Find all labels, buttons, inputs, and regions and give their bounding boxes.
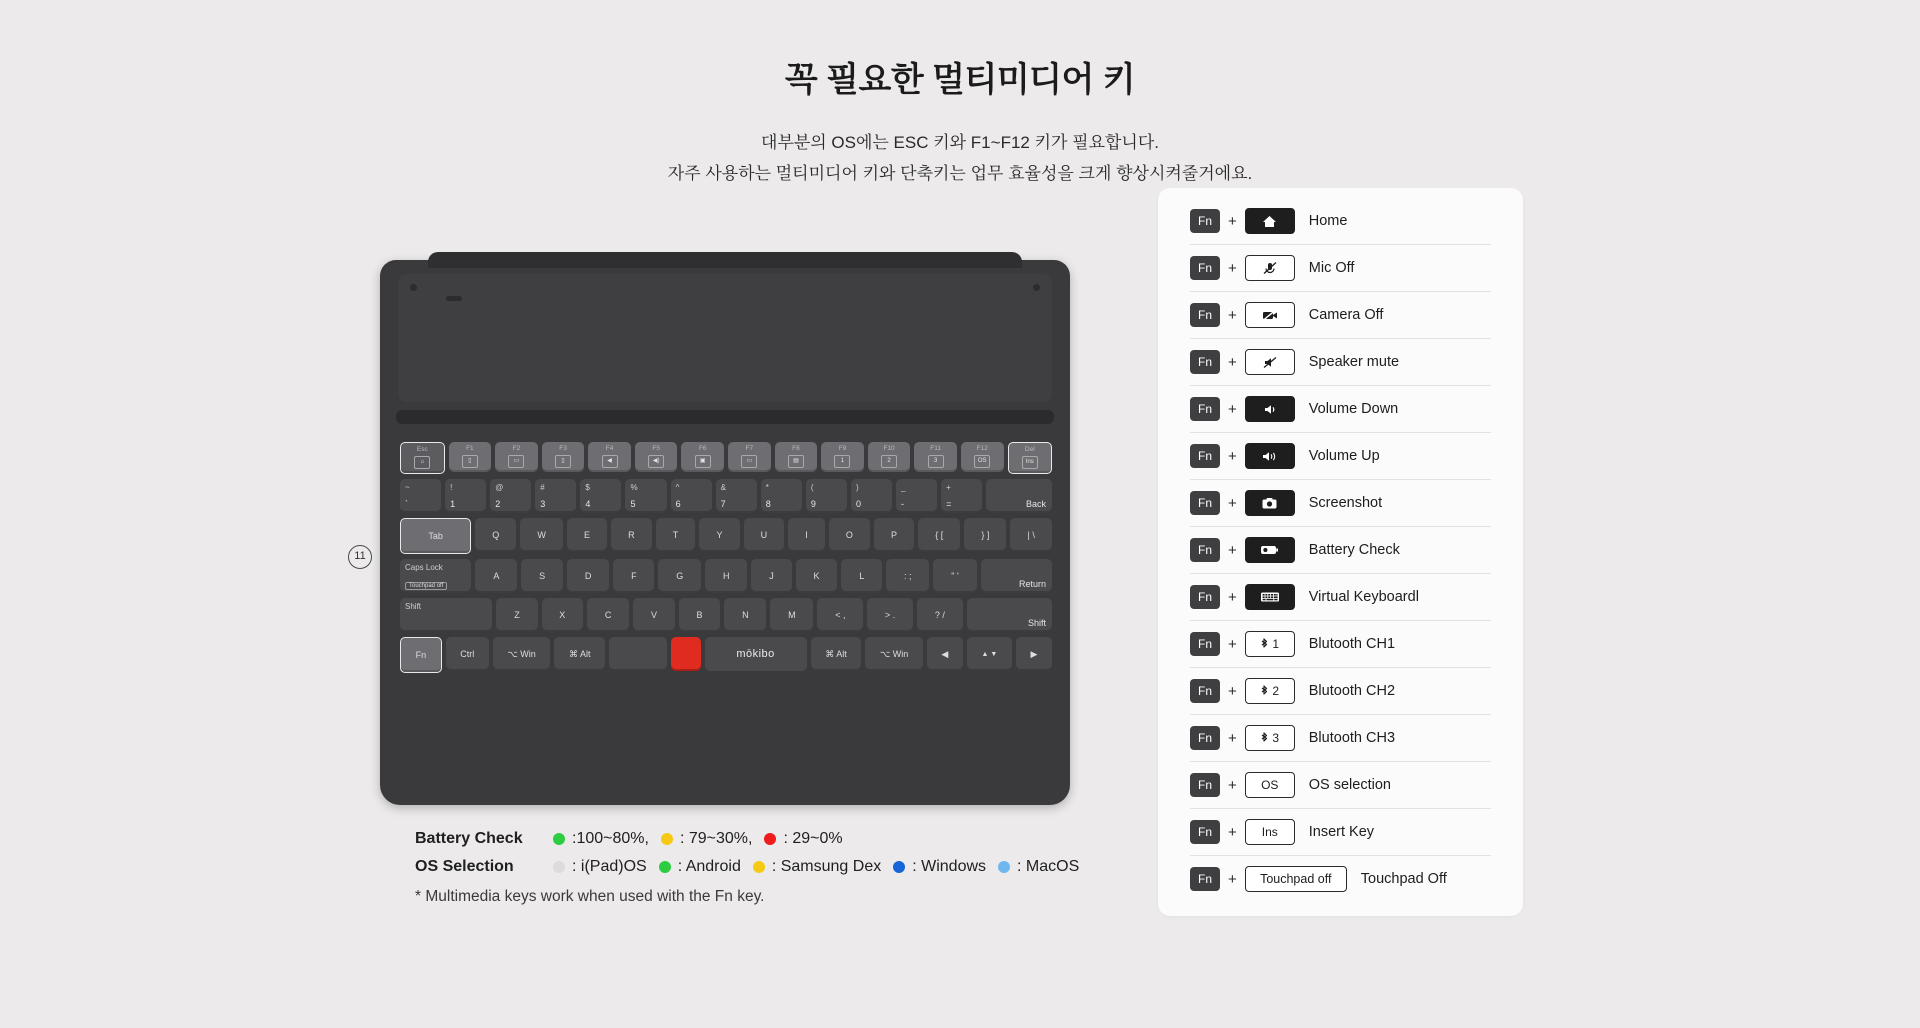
shortcut-label: Blutooth CH1: [1308, 636, 1396, 652]
key-x[interactable]: X: [542, 598, 584, 632]
battery-yellow-text: : 79~30%,: [679, 830, 753, 847]
os-lightblue-dot: [998, 861, 1010, 873]
fn-key-badge: Fn: [1190, 303, 1220, 327]
plus-sign: +: [1228, 776, 1237, 794]
key-shift-left[interactable]: Shift: [400, 598, 492, 632]
key-9[interactable]: ( 9: [806, 479, 847, 513]
plus-sign: +: [1228, 400, 1237, 418]
key-f3[interactable]: F3 ▯: [542, 442, 585, 472]
key-row-function: [400, 442, 1052, 474]
os-windows-text: : Windows: [912, 858, 987, 875]
key-backtick[interactable]: ~ `: [400, 479, 441, 513]
camera-off-icon: ▭: [508, 455, 524, 468]
key-f2[interactable]: F2 ▭: [495, 442, 538, 472]
plus-sign: +: [1228, 729, 1237, 747]
key-w[interactable]: W: [520, 518, 563, 552]
key-bracket-left[interactable]: { [: [918, 518, 960, 552]
shortcut-label: Touchpad Off: [1360, 871, 1447, 887]
virtual-keyboard-icon: [1245, 584, 1295, 610]
key-caps-lock[interactable]: Caps Lock Touchpad off: [400, 559, 471, 593]
screenshot-icon: [1245, 490, 1295, 516]
shortcut-row-virtual-keyboard[interactable]: [1190, 574, 1491, 621]
keyboard-illustration: [354, 260, 1100, 805]
keyboard-body: [380, 260, 1070, 805]
key-h[interactable]: H: [705, 559, 747, 593]
os-dex-text: : Samsung Dex: [771, 858, 882, 875]
plus-sign: +: [1228, 682, 1237, 700]
key-k[interactable]: K: [796, 559, 838, 593]
os-android-text: : Android: [677, 858, 741, 875]
key-d[interactable]: D: [567, 559, 609, 593]
volume-up-icon: [1245, 443, 1295, 469]
fn-key-badge: Fn: [1190, 820, 1220, 844]
shortcut-label: Insert Key: [1308, 824, 1375, 840]
battery-yellow-dot: [661, 833, 673, 845]
key-j[interactable]: J: [751, 559, 791, 593]
brand-logo: mōkibo: [705, 637, 807, 671]
key-g[interactable]: G: [658, 559, 701, 593]
plus-sign: +: [1228, 635, 1237, 653]
shortcut-panel: [1158, 188, 1523, 916]
os-green-dot: [659, 861, 671, 873]
fn-key-badge: Fn: [1190, 209, 1220, 233]
battery-red-text: : 29~0%: [783, 830, 843, 847]
battery-icon: [1245, 537, 1295, 563]
shortcut-row-mic-off[interactable]: [1190, 245, 1491, 292]
shortcut-label: Blutooth CH3: [1308, 730, 1396, 746]
key-0[interactable]: ) 0: [851, 479, 892, 513]
battery-green-text: :100~80%,: [572, 830, 649, 847]
key-semicolon[interactable]: : ;: [886, 559, 929, 593]
key-win-left[interactable]: ⌥ Win: [493, 637, 551, 671]
caps-touchpad-off-indicator: Touchpad off: [405, 582, 447, 590]
key-u[interactable]: U: [744, 518, 785, 552]
bluetooth-ch1-icon: 1: [834, 455, 850, 468]
shortcut-label: Screenshot: [1308, 495, 1383, 511]
fn-key-badge: Fn: [1190, 679, 1220, 703]
key-z[interactable]: Z: [496, 598, 537, 632]
key-r[interactable]: R: [611, 518, 652, 552]
os-white-dot: [553, 861, 565, 873]
key-4[interactable]: $ 4: [580, 479, 621, 513]
key-quote[interactable]: " ': [933, 559, 976, 593]
subtitle-line-2: 자주 사용하는 멀티미디어 키와 단축키는 업무 효율성을 크게 향상시켜줄거에요.: [667, 164, 1253, 183]
camera-off-icon: [1245, 302, 1295, 328]
os-legend-label: OS Selection: [415, 858, 514, 875]
battery-legend-label: Battery Check: [415, 830, 523, 847]
os-macos-text: : MacOS: [1017, 858, 1080, 875]
shortcut-label: Camera Off: [1308, 307, 1384, 323]
battery-red-dot: [764, 833, 776, 845]
fn-key-badge: Fn: [1190, 444, 1220, 468]
key-o[interactable]: O: [829, 518, 870, 552]
key-row-bottom: [400, 637, 1052, 673]
key-minus[interactable]: _ -: [896, 479, 937, 513]
os-key: OS: [1245, 772, 1295, 798]
key-equals[interactable]: + =: [941, 479, 982, 513]
home-icon: ⌂: [414, 456, 430, 469]
key-f8[interactable]: F8 ▤: [775, 442, 818, 472]
plus-sign: +: [1228, 306, 1237, 324]
shortcut-row-camera-off[interactable]: [1190, 292, 1491, 339]
ins-key: Ins: [1245, 819, 1295, 845]
fn-key-badge: Fn: [1190, 491, 1220, 515]
volume-down-icon: [1245, 396, 1295, 422]
key-f4[interactable]: F4 ◀: [588, 442, 631, 472]
bluetooth-icon: [1245, 631, 1295, 657]
key-m[interactable]: M: [770, 598, 813, 632]
fn-key-badge: Fn: [1190, 632, 1220, 656]
mic-off-icon: ▯: [462, 455, 478, 468]
fn-key-badge: Fn: [1190, 867, 1220, 891]
keyboard-top-lip: [428, 252, 1022, 268]
shortcut-row-os-selection[interactable]: [1190, 762, 1491, 809]
battery-green-dot: [553, 833, 565, 845]
key-return[interactable]: Return: [981, 559, 1052, 593]
cover-corner-dot-right: [1033, 284, 1040, 291]
speaker-mute-icon: ▯: [555, 455, 571, 468]
plus-sign: +: [1228, 494, 1237, 512]
key-t[interactable]: T: [656, 518, 696, 552]
shortcut-row-bluetooth-ch1[interactable]: [1190, 621, 1491, 668]
key-3[interactable]: # 3: [535, 479, 576, 513]
plus-sign: +: [1228, 259, 1237, 277]
key-y[interactable]: Y: [699, 518, 739, 552]
key-e[interactable]: E: [567, 518, 607, 552]
key-f[interactable]: F: [613, 559, 654, 593]
plus-sign: +: [1228, 870, 1237, 888]
key-trackpoint[interactable]: [671, 637, 700, 671]
key-q[interactable]: Q: [475, 518, 516, 552]
fn-key-badge: Fn: [1190, 773, 1220, 797]
bluetooth-ch3-icon: 3: [928, 455, 944, 468]
plus-sign: +: [1228, 447, 1237, 465]
key-6[interactable]: ^ 6: [671, 479, 712, 513]
shortcut-row-volume-down[interactable]: [1190, 386, 1491, 433]
key-shift-right[interactable]: Shift: [967, 598, 1052, 632]
legend-block: [415, 830, 1135, 906]
shortcut-label: Virtual Keyboardl: [1308, 589, 1419, 605]
shortcut-label: Home: [1308, 213, 1348, 229]
shortcut-row-screenshot[interactable]: [1190, 480, 1491, 527]
key-tab[interactable]: Tab: [400, 518, 471, 554]
fn-key-badge: Fn: [1190, 350, 1220, 374]
keyboard-hinge: [396, 410, 1054, 424]
mic-off-icon: [1245, 255, 1295, 281]
shortcut-row-bluetooth-ch2[interactable]: [1190, 668, 1491, 715]
key-slash[interactable]: ? /: [917, 598, 963, 632]
cover-slot: [446, 296, 462, 301]
key-esc[interactable]: Esc ⌂: [400, 442, 445, 474]
page-title: 꼭 필요한 멀티미디어 키: [784, 61, 1136, 99]
key-alt-right[interactable]: ⌘ Alt: [811, 637, 862, 671]
battery-icon: ▭: [741, 455, 757, 468]
key-l[interactable]: L: [841, 559, 882, 593]
channel-number: 1: [1272, 637, 1280, 651]
virtual-keyboard-icon: ▤: [788, 455, 804, 468]
key-7[interactable]: & 7: [716, 479, 757, 513]
bluetooth-icon: [1245, 725, 1295, 751]
os-blue-dot: [893, 861, 905, 873]
key-v[interactable]: V: [633, 598, 675, 632]
plus-sign: +: [1228, 212, 1237, 230]
key-comma[interactable]: < ,: [817, 598, 863, 632]
volume-down-icon: ◀: [602, 455, 618, 468]
shortcut-row-bluetooth-ch3[interactable]: [1190, 715, 1491, 762]
key-backspace[interactable]: Back: [986, 479, 1052, 513]
os-ipados-text: : i(Pad)OS: [572, 858, 647, 875]
callout-11: 11: [348, 545, 372, 569]
shortcut-row-speaker-mute[interactable]: [1190, 339, 1491, 386]
shortcut-label: Speaker mute: [1308, 354, 1400, 370]
os-selection-icon: OS: [974, 455, 990, 468]
legend-footnote: * Multimedia keys work when used with the Fn key.: [415, 888, 765, 905]
key-bracket-right[interactable]: } ]: [964, 518, 1006, 552]
channel-number: 3: [1272, 731, 1280, 745]
key-f1[interactable]: F1 ▯: [449, 442, 492, 472]
key-5[interactable]: % 5: [625, 479, 666, 513]
key-i[interactable]: I: [788, 518, 825, 552]
fn-key-badge: Fn: [1190, 538, 1220, 562]
key-backslash[interactable]: | \: [1010, 518, 1051, 552]
key-f12[interactable]: F12 OS: [961, 442, 1004, 472]
key-2[interactable]: @ 2: [490, 479, 531, 513]
shortcut-label: Battery Check: [1308, 542, 1400, 558]
shortcut-row-touchpad-off[interactable]: [1190, 856, 1491, 902]
key-f9[interactable]: F9 1: [821, 442, 864, 472]
home-icon: [1245, 208, 1295, 234]
key-c[interactable]: C: [587, 598, 629, 632]
plus-sign: +: [1228, 541, 1237, 559]
shortcut-label: Volume Down: [1308, 401, 1399, 417]
key-s[interactable]: S: [521, 559, 563, 593]
key-a[interactable]: A: [475, 559, 517, 593]
key-arrow-left[interactable]: ◀: [927, 637, 963, 671]
shortcut-label: OS selection: [1308, 777, 1391, 793]
shortcut-label: Mic Off: [1308, 260, 1355, 276]
key-n[interactable]: N: [724, 598, 766, 632]
fn-key-badge: Fn: [1190, 726, 1220, 750]
key-f5[interactable]: F5 ◀): [635, 442, 678, 472]
key-1[interactable]: ! 1: [445, 479, 486, 513]
plus-sign: +: [1228, 353, 1237, 371]
insert-icon: Ins: [1022, 456, 1038, 469]
key-fn[interactable]: Fn: [400, 637, 442, 673]
key-8[interactable]: * 8: [761, 479, 802, 513]
key-alt-left[interactable]: ⌘ Alt: [554, 637, 605, 671]
bluetooth-icon: [1245, 678, 1295, 704]
cover-corner-dot-left: [410, 284, 417, 291]
key-period[interactable]: > .: [867, 598, 913, 632]
plus-sign: +: [1228, 588, 1237, 606]
key-row-a: [400, 559, 1052, 593]
channel-number: 2: [1272, 684, 1280, 698]
key-arrow-right[interactable]: ▶: [1016, 637, 1052, 671]
subtitle-line-1: 대부분의 OS에는 ESC 키와 F1~F12 키가 필요합니다.: [761, 133, 1159, 152]
shortcut-row-volume-up[interactable]: [1190, 433, 1491, 480]
key-arrow-up-down[interactable]: ▲ ▼: [967, 637, 1012, 671]
touchpad-off-key: Touchpad off: [1245, 866, 1347, 892]
key-row-z: [400, 598, 1052, 632]
key-row-numbers: [400, 479, 1052, 513]
key-del[interactable]: Del Ins: [1008, 442, 1053, 474]
shortcut-label: Volume Up: [1308, 448, 1380, 464]
key-ctrl[interactable]: Ctrl: [446, 637, 489, 671]
key-p[interactable]: P: [874, 518, 914, 552]
key-b[interactable]: B: [679, 598, 721, 632]
battery-legend-row: [415, 830, 1135, 848]
key-f7[interactable]: F7 ▭: [728, 442, 771, 472]
speaker-mute-icon: [1245, 349, 1295, 375]
shortcut-row-battery-check[interactable]: [1190, 527, 1491, 574]
key-f10[interactable]: F10 2: [868, 442, 911, 472]
key-win-right[interactable]: ⌥ Win: [865, 637, 923, 671]
key-f6[interactable]: F6 ▣: [681, 442, 724, 472]
os-legend-row: [415, 858, 1135, 876]
os-yellow-dot: [753, 861, 765, 873]
key-row-q: [400, 518, 1052, 554]
bluetooth-ch2-icon: 2: [881, 455, 897, 468]
key-area: [400, 442, 1052, 678]
screenshot-icon: ▣: [695, 455, 711, 468]
shortcut-row-insert-key[interactable]: [1190, 809, 1491, 856]
volume-up-icon: ◀): [648, 455, 664, 468]
fn-key-badge: Fn: [1190, 256, 1220, 280]
shortcut-row-home[interactable]: [1190, 198, 1491, 245]
fn-key-badge: Fn: [1190, 585, 1220, 609]
key-f11[interactable]: F11 3: [914, 442, 957, 472]
plus-sign: +: [1228, 823, 1237, 841]
key-space-left[interactable]: [609, 637, 667, 671]
fn-key-badge: Fn: [1190, 397, 1220, 421]
page-header: [0, 0, 1920, 189]
keyboard-cover-panel: [398, 274, 1052, 402]
shortcut-label: Blutooth CH2: [1308, 683, 1396, 699]
